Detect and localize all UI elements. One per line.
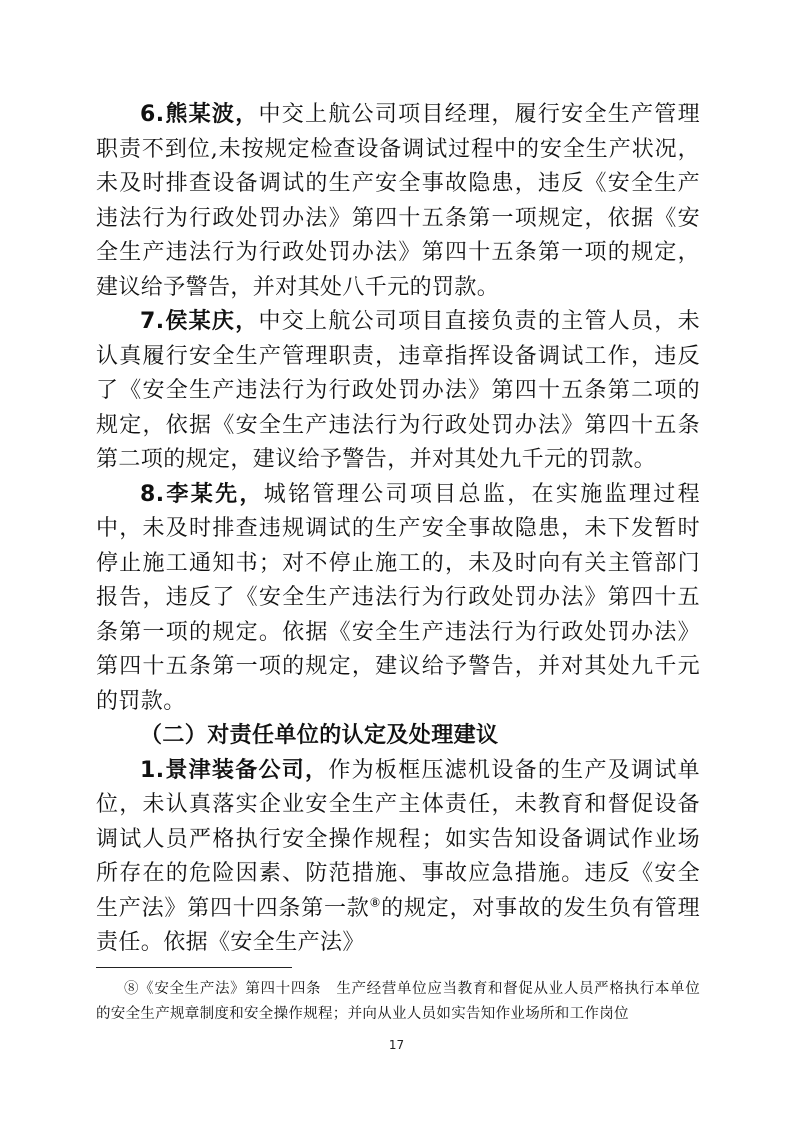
footnote: ⑧《安全生产法》第四十四条 生产经营单位应当教育和督促从业人员严格执行本单位的安全生产规章制度和安全操作规程；并向从业人员如实告知作业场所和工作岗位 <box>96 981 700 1022</box>
paragraph-text: 城铭管理公司项目总监，在实施监理过程中，未及时排查违规调试的生产安全事故隐患，未下发暂时停止施工通知书；对不停止施工的，未及时向有关主管部门报告，违反了《安全生产违法行为行政处罚办法》第四十五条第一项的规定。依据《安全生产违法行为行政处罚办法》第四十五条第一项的规定，建议给予警告，并对其处九千元的罚款。 <box>96 481 700 714</box>
paragraph-text: 中交上航公司项目直接负责的主管人员，未认真履行安全生产管理职责，违章指挥设备调试工作，违反了《安全生产违法行为行政处罚办法》第四十五条第二项的规定，依据《安全生产违法行为行政处罚办法》第四十五条第二项的规定，建议给予警告，并对其处九千元的罚款。 <box>96 309 700 472</box>
footnote-reference[interactable]: ⑧ <box>369 895 382 910</box>
paragraph-lead: 1.景津装备公司， <box>140 757 329 783</box>
paragraph-lead: 8.李某先， <box>140 481 264 507</box>
paragraph-hou <box>96 305 700 478</box>
section-heading: （二）对责任单位的认定及处理建议 <box>140 723 499 748</box>
paragraph-text-continued: 的规定，对事故的发生负有管理责任。依据《安全生产法》 <box>96 895 700 955</box>
page-number: 17 <box>388 1038 405 1052</box>
paragraph-li <box>96 478 700 720</box>
paragraph-lead: 7.侯某庆， <box>140 309 259 334</box>
paragraph-text: 中交上航公司项目经理，履行安全生产管理职责不到位,未按规定检查设备调试过程中的安全生产状况，未及时排查设备调试的生产安全事故隐患，违反《安全生产违法行为行政处罚办法》第四十五条第一项规定，依据《安全生产违法行为行政处罚办法》第四十五条第一项的规定，建议给予警告，并对其处八千元的罚款。 <box>96 102 700 300</box>
paragraph-xiong <box>96 98 700 305</box>
footnote-divider <box>96 967 292 968</box>
paragraph-lead: 6.熊某波， <box>140 102 259 127</box>
paragraph-jingjin <box>96 754 700 961</box>
body-text <box>96 98 700 961</box>
paragraph-text: 作为板框压滤机设备的生产及调试单位，未认真落实企业安全生产主体责任，未教育和督促设备调试人员严格执行安全操作规程；如实告知设备调试作业场所存在的危险因素、防范措施、事故应急措施。违反《安全生产法》第四十四条第一款 <box>96 757 701 921</box>
